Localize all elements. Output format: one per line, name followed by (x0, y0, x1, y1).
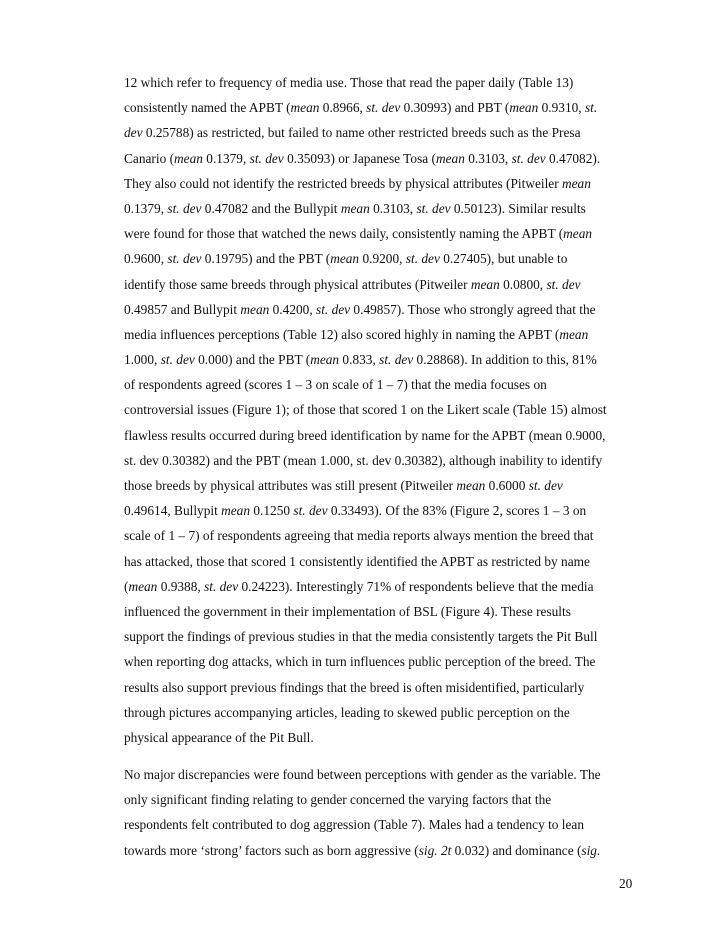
italic-text-run: st. dev (160, 352, 195, 368)
italic-text-run: st. dev (379, 352, 414, 368)
text-run: results also support previous findings that the breed is often misidentified, particularly (124, 679, 585, 695)
italic-text-run: st. dev (249, 150, 284, 166)
text-run: 0.1379, (124, 200, 168, 216)
text-run: 0.6000 (485, 478, 529, 493)
body-text (124, 70, 629, 863)
text-run: 0.833, (339, 352, 380, 368)
text-run: 0.9388, (157, 578, 205, 594)
text-line (124, 397, 629, 422)
text-line (124, 146, 629, 171)
text-line (124, 549, 629, 574)
text-run: 0.1379, (202, 150, 250, 166)
text-run: 0.47082 and the Bullypit (201, 200, 341, 216)
text-run: through pictures accompanying articles, leading to skewed public perception on the (124, 704, 570, 720)
text-run: 0.49857 and Bullypit (124, 301, 241, 317)
text-run: st. dev 0.30382) and the PBT (mean 1.000, st. dev 0.30382), although inability to identify (124, 452, 603, 468)
text-run: scale of 1 – 7) of respondents agreeing that media reports always mention the breed that (124, 528, 594, 544)
text-run: No major discrepancies were found between perceptions with gender as the variable. The (124, 767, 601, 783)
text-run: 0.27405), but unable to (439, 251, 568, 267)
italic-text-run: st. (584, 100, 598, 116)
text-run: 0.28868). In addition to this, 81% (413, 352, 597, 368)
italic-text-run: mean (562, 175, 591, 191)
text-run: consistently named the APBT ( (124, 100, 291, 116)
text-run: They also could not identify the restricted breeds by physical attributes (Pitweiler (124, 175, 562, 191)
italic-text-run: dev (124, 125, 143, 141)
text-run: when reporting dog attacks, which in turn influences public perception of the breed. The (124, 654, 596, 670)
text-line (124, 762, 629, 787)
text-line (124, 838, 629, 863)
italic-text-run: st. dev (405, 251, 440, 267)
italic-text-run: sig. (581, 842, 601, 858)
italic-text-run: sig. 2t (418, 842, 452, 858)
italic-text-run: mean (240, 301, 270, 317)
text-line (124, 171, 629, 196)
text-run: of respondents agreed (scores 1 – 3 on scale of 1 – 7) that the media focuses on (124, 377, 547, 393)
text-line (124, 700, 629, 725)
text-line (124, 574, 629, 599)
text-run: 0.50123). Similar results (450, 200, 586, 216)
text-run: flawless results occurred during breed identification by name for the APBT (mean 0.9000, (124, 427, 606, 443)
text-line (124, 624, 629, 649)
text-run: 0.4200, (269, 301, 316, 317)
text-run: 0.032) and dominance ( (451, 842, 582, 858)
text-line (124, 347, 629, 372)
text-line (124, 675, 629, 700)
text-run: only significant finding relating to gender concerned the varying factors that the (124, 792, 552, 808)
text-run: 0.1250 (250, 503, 294, 519)
italic-text-run: mean (221, 503, 251, 519)
text-run: support the findings of previous studies in that the media consistently targets the Pit Bull (124, 629, 598, 645)
text-run: Canario ( (124, 150, 175, 166)
text-run: controversial issues (Figure 1); of those that scored 1 on the Likert scale (Table 15) almost (124, 402, 607, 418)
text-line (124, 322, 629, 347)
text-run: 0.3103, (464, 150, 512, 166)
italic-text-run: st. dev (316, 301, 351, 317)
text-line (124, 812, 629, 837)
italic-text-run: mean (128, 578, 158, 594)
italic-text-run: mean (470, 276, 500, 292)
text-run: 0.49857). Those who strongly agreed that the (350, 301, 596, 317)
text-line (124, 423, 629, 448)
text-run: 0.30993) and PBT ( (400, 100, 510, 116)
text-line (124, 70, 629, 95)
italic-text-run: st. dev (546, 276, 581, 292)
text-line (124, 196, 629, 221)
italic-text-run: st. dev (204, 578, 239, 594)
text-run: 0.19795) and the PBT ( (201, 251, 331, 267)
text-run: physical appearance of the Pit Bull. (124, 729, 314, 745)
text-run: were found for those that watched the news daily, consistently naming the APBT ( (124, 226, 564, 242)
text-run: 0.000) and the PBT ( (194, 352, 311, 368)
italic-text-run: mean (310, 352, 340, 368)
text-line (124, 787, 629, 812)
text-line (124, 120, 629, 145)
text-run: 0.25788) as restricted, but failed to name other restricted breeds such as the Presa (142, 125, 581, 141)
paragraph (124, 762, 629, 863)
text-run: 0.24223). Interestingly 71% of respondents believe that the media (238, 578, 594, 594)
italic-text-run: st. dev (167, 200, 202, 216)
text-line (124, 725, 629, 750)
italic-text-run: st. dev (511, 150, 546, 166)
text-line (124, 272, 629, 297)
text-line (124, 473, 629, 498)
text-run: 0.0800, (499, 276, 547, 292)
text-run: 0.9310, (538, 100, 585, 116)
italic-text-run: mean (435, 150, 465, 166)
paragraph (124, 70, 629, 750)
text-run: 0.47082). (545, 150, 601, 166)
text-run: 0.49614, Bullypit (124, 503, 222, 519)
italic-text-run: mean (174, 150, 203, 166)
italic-text-run: st. dev (528, 478, 563, 493)
text-line (124, 498, 629, 523)
text-line (124, 95, 629, 120)
italic-text-run: mean (559, 326, 589, 342)
text-run: has attacked, those that scored 1 consistently identified the APBT as restricted by name (124, 553, 590, 569)
text-run: 0.9600, (124, 251, 168, 267)
text-line (124, 523, 629, 548)
text-run: media influences perceptions (Table 12) also scored highly in naming the APBT ( (124, 326, 560, 342)
text-run: 0.33493). Of the 83% (Figure 2, scores 1 – 3 on (327, 503, 587, 519)
text-line (124, 246, 629, 271)
text-line (124, 372, 629, 397)
text-run: 0.35093) or Japanese Tosa ( (283, 150, 436, 166)
text-line (124, 448, 629, 473)
italic-text-run: mean (340, 200, 370, 216)
italic-text-run: st. dev (416, 200, 451, 216)
text-run: 0.9200, (359, 251, 406, 267)
italic-text-run: st. dev (366, 100, 401, 116)
text-run: 12 which refer to frequency of media use. Those that read the paper daily (Table 13) (124, 75, 574, 90)
text-line (124, 599, 629, 624)
text-line (124, 221, 629, 246)
text-run: ( (124, 578, 129, 594)
text-run: respondents felt contributed to dog aggression (Table 7). Males had a tendency to lean (124, 817, 585, 833)
text-run: 1.000, (124, 352, 161, 368)
text-run: identify those same breeds through physical attributes (Pitweiler (124, 276, 471, 292)
italic-text-run: st. dev (167, 251, 202, 267)
italic-text-run: mean (456, 478, 486, 493)
text-run: those breeds by physical attributes was still present (Pitweiler (124, 478, 457, 493)
text-run: 0.3103, (369, 200, 417, 216)
italic-text-run: mean (290, 100, 320, 116)
text-run: towards more ‘strong’ factors such as born aggressive ( (124, 842, 419, 858)
page-number: 20 (619, 876, 633, 891)
text-run: influenced the government in their implementation of BSL (Figure 4). These results (124, 603, 571, 619)
text-line (124, 649, 629, 674)
italic-text-run: mean (563, 226, 593, 242)
italic-text-run: mean (509, 100, 539, 116)
text-run: 0.8966, (319, 100, 367, 116)
italic-text-run: st. dev (293, 503, 328, 519)
italic-text-run: mean (330, 251, 360, 267)
text-line (124, 297, 629, 322)
